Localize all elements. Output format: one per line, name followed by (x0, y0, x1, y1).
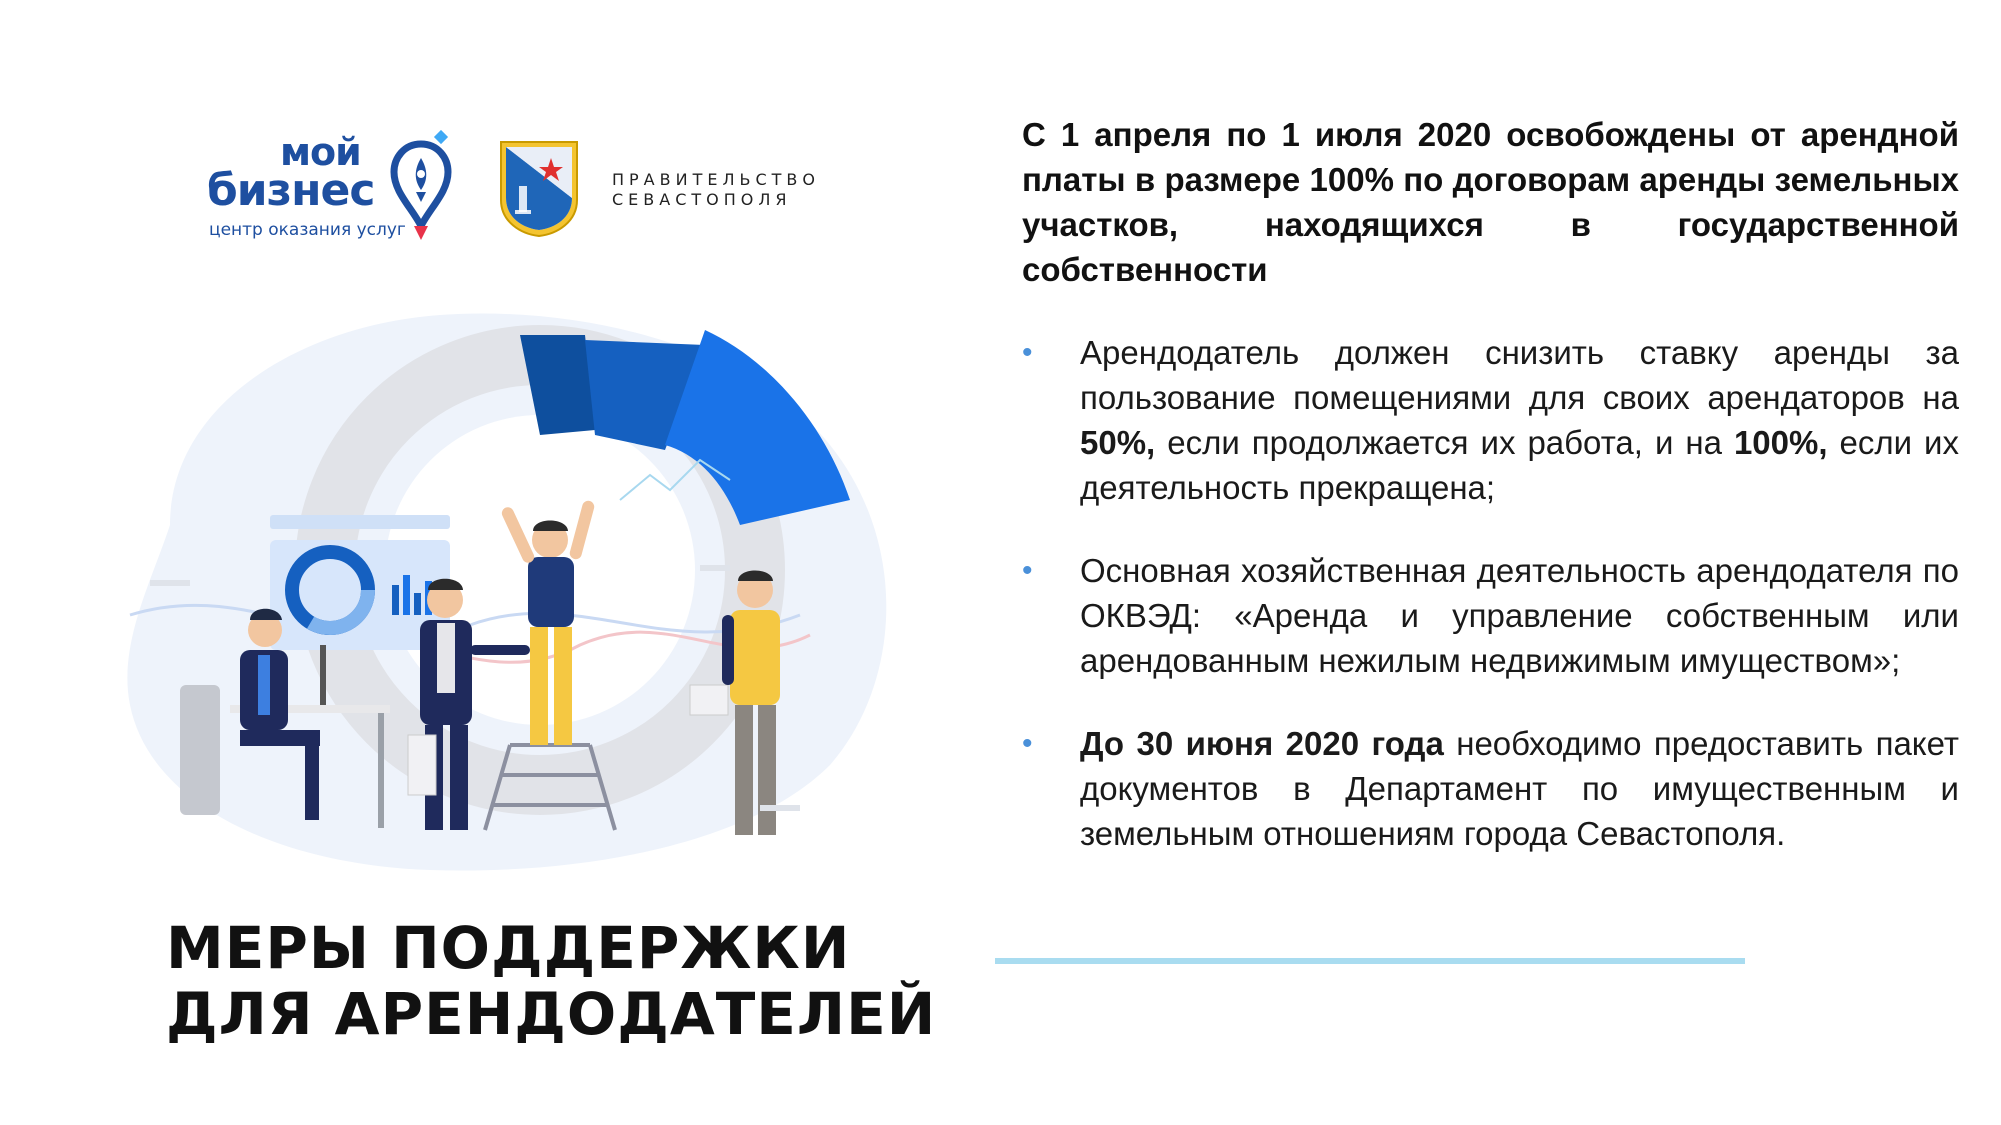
bullet-item-2 (1022, 548, 1959, 683)
bullet-item-3 (1022, 721, 1959, 856)
page-title-line2: ДЛЯ АРЕНДОДАТЕЛЕЙ (166, 980, 937, 1048)
logo-word-moy: мой (280, 130, 361, 174)
bullet-dot: • (1022, 554, 1033, 587)
location-pin-icon (390, 130, 452, 242)
government-logo-text (612, 170, 820, 210)
bullet-dot: • (1022, 727, 1033, 760)
page-title-line1: МЕРЫ ПОДДЕРЖКИ (166, 914, 851, 982)
business-team-illustration (110, 285, 930, 885)
divider-line (995, 958, 1745, 964)
bullet-dot: • (1022, 336, 1033, 369)
bullet-bold-text: 100%, (1733, 424, 1828, 461)
logo-tagline: центр оказания услуг (209, 220, 406, 240)
bullet-text: если их деятельность прекращена; (1080, 424, 1959, 506)
bullet-item-1 (1022, 330, 1959, 510)
bullet-text: необходимо предоставить пакет документов в Департамент по имущественным и земельным отношениям города Севастополя. (1080, 725, 1959, 852)
intro-paragraph: С 1 апреля по 1 июля 2020 освобождены от арендной платы в размере 100% по договорам аренды земельных участков, находящихся в государственной собственности (1022, 116, 1959, 288)
bullet-text: если продолжается их работа, и на (1155, 424, 1734, 461)
bullet-text: Основная хозяйственная деятельность арендодателя по ОКВЭД: «Аренда и управление собственным или арендованным нежилым недвижимым имуществом»; (1080, 552, 1959, 679)
logo-word-biznes: бизнес (207, 165, 375, 216)
coat-of-arms-icon (497, 138, 581, 238)
page-title (166, 915, 936, 1047)
text-column (1022, 112, 1959, 894)
bullet-bold-text: 50%, (1080, 424, 1156, 461)
government-logo-line2: СЕВАСТОПОЛЯ (612, 190, 792, 209)
bullet-bold-text: До 30 июня 2020 года (1080, 725, 1444, 762)
bullet-text: Арендодатель должен снизить ставку аренды за пользование помещениями для своих арендаторов на (1080, 334, 1959, 416)
government-logo-line1: ПРАВИТЕЛЬСТВО (612, 170, 820, 189)
